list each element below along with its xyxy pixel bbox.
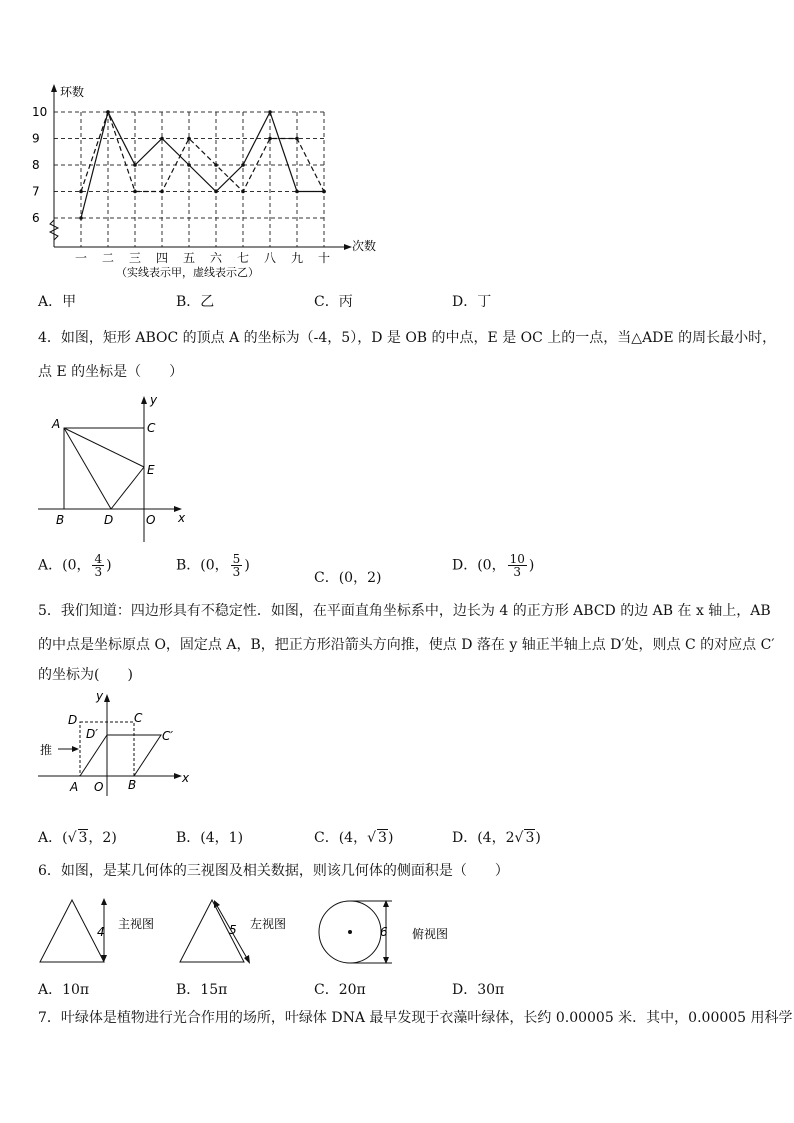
top-view-dim: 6 [380, 925, 388, 939]
y-tick-label: 8 [32, 158, 40, 172]
parallelogram-abcpdp [80, 735, 161, 776]
left-view-dim-arrow-bottom [244, 955, 250, 964]
x-tick-label: 七 [237, 251, 250, 265]
x-axis-arrow [344, 244, 352, 250]
sqrt-icon: √ [67, 830, 77, 846]
series-point-yi [214, 163, 218, 167]
x-axis-unit-label: 次数 [352, 239, 377, 253]
chart-labels [32, 105, 330, 265]
q6-option-d[interactable]: D．30π [452, 982, 505, 998]
q4-option-d[interactable] [452, 553, 534, 578]
series-point-yi [322, 190, 326, 194]
q5-option-d-prefix: D．(4， [452, 830, 506, 846]
front-view-label: 主视图 [118, 917, 155, 931]
label-o: O [146, 513, 156, 527]
q5-option-a[interactable] [38, 827, 117, 847]
left-view-dim-arrow-top [214, 900, 220, 908]
x-tick-label: 三 [129, 251, 142, 265]
q4-rectangle-figure [36, 392, 194, 544]
y-axis-arrow [104, 694, 110, 702]
x-tick-label: 八 [264, 251, 277, 265]
q3-option-a[interactable]: A．甲 [38, 294, 77, 310]
y-tick-label: 6 [32, 211, 40, 225]
series-point-yi [79, 190, 83, 194]
q4-option-b-suffix: ) [244, 557, 250, 574]
front-view-dim: 4 [97, 925, 105, 939]
q4-option-a-suffix: ) [106, 557, 112, 574]
q4-stem-line1: 4．如图，矩形 ABOC 的顶点 A 的坐标为（-4，5），D 是 OB 的中点，E 是 OC 上的一点，当△ADE 的周长最小时， [38, 330, 777, 346]
x-tick-label: 六 [210, 251, 223, 265]
label-a: A [70, 780, 79, 794]
chart-grid [54, 112, 324, 247]
q5-square-figure [36, 688, 196, 800]
series-point-jia [187, 163, 191, 167]
segment-ad [64, 428, 111, 509]
y-tick-label: 10 [32, 105, 48, 119]
q4-option-d-prefix: D．(0， [452, 557, 506, 574]
label-c-prime: C′ [162, 729, 174, 743]
label-y: y [96, 689, 104, 703]
left-view-dim: 5 [229, 923, 237, 937]
q7-stem: 7．叶绿体是植物进行光合作用的场所，叶绿体 DNA 最早发现于衣藻叶绿体，长约 0.00005 米．其中，0.00005 用科学 [38, 1010, 793, 1026]
q4-option-a-fraction: $\frac{4}{3}$ [94, 552, 103, 579]
q4-option-a-prefix: A．(0， [38, 557, 91, 574]
series-point-yi [268, 137, 272, 141]
series-line-yi [81, 112, 324, 192]
q5-option-a-suffix: ，2) [88, 830, 117, 846]
label-push: 推 [40, 743, 53, 757]
x-tick-label: 一 [75, 251, 88, 265]
label-x: x [182, 771, 190, 785]
q4-option-b-prefix: B．(0， [176, 557, 229, 574]
series-point-jia [79, 216, 83, 220]
y-axis-arrow [141, 396, 147, 404]
q5-stem-line1: 5．我们知道：四边形具有不稳定性．如图，在平面直角坐标系中，边长为 4 的正方形 ABCD 的边 AB 在 x 轴上，AB [38, 603, 771, 619]
q3-option-d[interactable]: D．丁 [452, 294, 492, 310]
q5-stem-line3: 的坐标为( ) [38, 667, 133, 683]
label-b: B [128, 778, 137, 792]
label-d: D [104, 513, 114, 527]
series-point-yi [241, 190, 245, 194]
y-axis-arrow [51, 84, 57, 92]
q5-option-d-suffix: ) [535, 830, 541, 846]
label-c: C [134, 711, 143, 725]
label-d-prime: D′ [86, 727, 98, 741]
x-tick-label: 九 [291, 251, 304, 265]
label-d: D [68, 713, 78, 727]
q5-option-d[interactable] [452, 827, 541, 847]
y-axis-unit-label: 环数 [60, 85, 85, 99]
series-point-yi [160, 190, 164, 194]
series-point-jia [214, 190, 218, 194]
q3-option-b[interactable]: B．乙 [176, 294, 215, 310]
q4-option-b-fraction: $\frac{5}{3}$ [232, 552, 241, 579]
x-tick-label: 二 [102, 251, 115, 265]
x-axis-arrow [174, 773, 182, 779]
chart-axes [50, 84, 352, 250]
series-point-yi [106, 110, 110, 114]
q6-stem: 6．如图，是某几何体的三视图及相关数据，则该几何体的侧面积是（ ） [38, 863, 509, 879]
q3-option-c[interactable]: C．丙 [314, 294, 353, 310]
label-c: C [147, 421, 156, 435]
q6-option-b[interactable]: B．15π [176, 982, 228, 998]
top-view-label: 俯视图 [412, 927, 449, 941]
q5-option-a-radicand: 3 [78, 830, 88, 846]
label-a: A [52, 417, 61, 431]
q4-option-a[interactable] [38, 553, 112, 578]
q3-line-chart [28, 80, 388, 280]
label-y: y [150, 393, 158, 407]
x-tick-label: 四 [156, 251, 169, 265]
q6-option-a[interactable]: A．10π [38, 982, 90, 998]
sqrt-icon: √ [367, 830, 377, 846]
q6-three-views-figure [36, 892, 466, 972]
q4-option-c[interactable]: C．(0，2) [314, 570, 382, 586]
y-tick-label: 7 [32, 184, 40, 199]
q5-option-a-prefix: A．( [38, 830, 68, 846]
label-b: B [56, 513, 65, 527]
series-point-yi [133, 190, 137, 194]
q4-option-d-fraction: $\frac{10}{3}$ [509, 552, 525, 579]
top-view-center-dot [348, 930, 352, 934]
q5-stem-line2: 的中点是坐标原点 O，固定点 A，B，把正方形沿箭头方向推，使点 D 落在 y 轴正半轴上点 D′处，则点 C 的对应点 C′ [38, 637, 775, 653]
series-point-yi [295, 137, 299, 141]
x-tick-label: 五 [183, 251, 196, 265]
q4-option-b[interactable] [176, 553, 250, 578]
chart-caption: （实线表示甲，虚线表示乙） [116, 266, 259, 279]
label-e: E [147, 463, 155, 477]
q5-option-d-coefficient: 2 [505, 830, 515, 846]
sqrt-icon: √ [514, 830, 524, 846]
series-point-jia [241, 163, 245, 167]
q4-stem-line2: 点 E 的坐标是（ ） [38, 364, 184, 380]
q4-option-d-suffix: ) [528, 557, 535, 574]
y-tick-label: 9 [32, 131, 40, 146]
left-view-label: 左视图 [250, 917, 287, 931]
q6-option-c[interactable]: C．20π [314, 982, 366, 998]
push-arrow-head [72, 746, 79, 752]
front-view-triangle [40, 900, 104, 962]
x-tick-label: 十 [318, 251, 331, 265]
series-point-yi [187, 137, 191, 141]
label-o: O [94, 780, 104, 794]
q5-option-c-prefix: C．(4， [314, 830, 368, 846]
q5-option-c[interactable] [314, 827, 393, 847]
label-x: x [178, 511, 186, 525]
segment-de [111, 467, 144, 509]
q5-option-c-radicand: 3 [378, 830, 387, 846]
front-view-dim-arrow-top [101, 898, 107, 905]
q5-option-b[interactable]: B．(4，1) [176, 830, 244, 846]
series-point-jia [133, 163, 137, 167]
series-point-jia [295, 190, 299, 194]
segment-ae [64, 428, 144, 467]
series-point-jia [268, 110, 272, 114]
q5-option-d-radicand: 3 [525, 830, 535, 846]
q5-option-c-suffix: ) [387, 830, 394, 846]
series-point-jia [160, 137, 164, 141]
